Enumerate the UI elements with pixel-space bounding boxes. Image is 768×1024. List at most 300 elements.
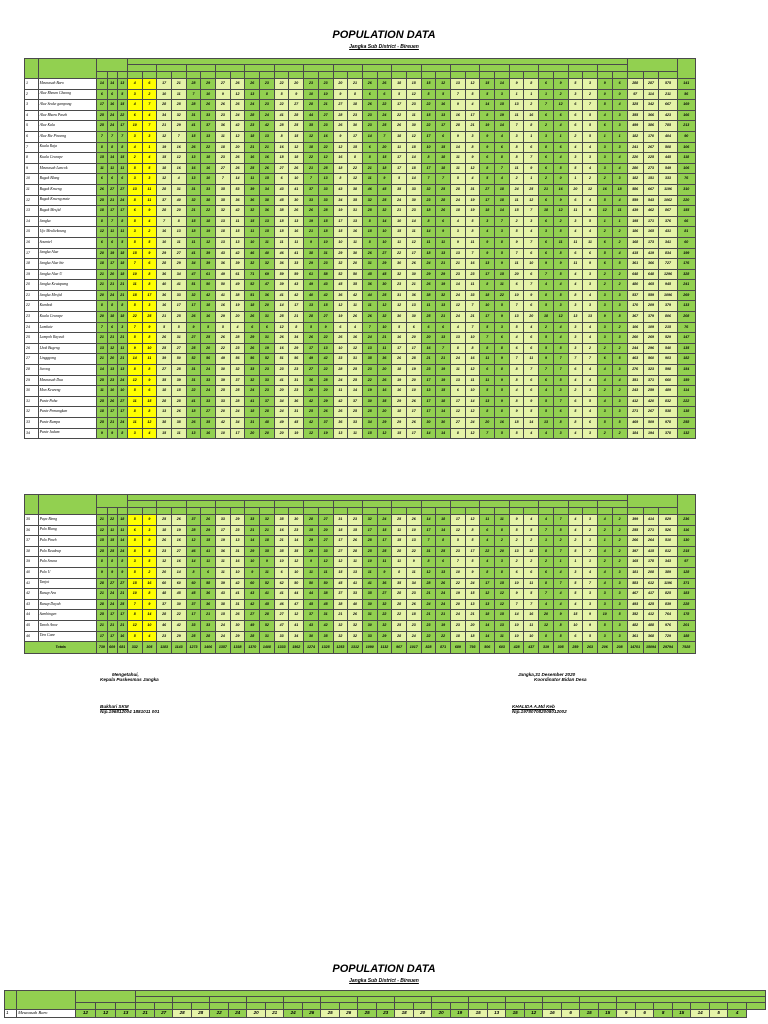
age-value: 16: [465, 259, 480, 270]
age-value: 15: [348, 525, 363, 536]
sex-label-f: [524, 508, 539, 515]
sasaran-value: 24: [107, 110, 117, 121]
total-value: 244: [627, 343, 643, 354]
age-value: 14: [377, 216, 392, 227]
age-value: 50: [289, 578, 304, 589]
row-number: 7: [25, 142, 39, 153]
age-value: 23: [362, 110, 377, 121]
age-value: 4: [553, 333, 568, 344]
age-value: 3: [583, 589, 598, 600]
total-value: 271: [643, 525, 659, 536]
sasaran-value: 739: [97, 642, 107, 654]
sasaran-col-label: [75, 1003, 95, 1010]
age-value: 15: [506, 1010, 525, 1018]
age-value: 2: [612, 515, 627, 526]
sasaran-value: 13: [107, 365, 117, 376]
sasaran-value: 27: [107, 184, 117, 195]
age-value: 23: [245, 121, 260, 132]
age-value: 28: [186, 100, 201, 111]
age-value: 12: [348, 343, 363, 354]
family-value: 228: [677, 599, 695, 610]
age-value: 24: [465, 578, 480, 589]
age-value: 4: [583, 142, 598, 153]
age-value: 37: [230, 375, 245, 386]
age-value: 20: [260, 428, 275, 439]
age-value: 41: [201, 546, 216, 557]
sasaran-value: 22: [117, 110, 127, 121]
age-value: 30: [392, 259, 407, 270]
total-value: 341: [659, 237, 677, 248]
age-value: 1: [539, 536, 554, 547]
age-value: 28: [451, 121, 466, 132]
age-value: 3: [612, 174, 627, 185]
age-value: 25: [157, 515, 172, 526]
village-name: Lamkaie: [38, 322, 97, 333]
age-value: 25: [348, 375, 363, 386]
age-value: 5: [568, 546, 583, 557]
age-value: 7: [583, 546, 598, 557]
age-group-label: [539, 65, 568, 72]
age-value: 51: [245, 290, 260, 301]
age-value: 26: [348, 536, 363, 547]
age-value: 29: [392, 418, 407, 429]
age-value: 7: [451, 557, 466, 568]
age-value: 7: [524, 206, 539, 217]
age-value: 43: [333, 184, 348, 195]
age-value: 35: [216, 195, 231, 206]
age-value: 2: [539, 557, 554, 568]
table-row: [25, 375, 696, 386]
age-value: 7: [127, 259, 142, 270]
row-number: 42: [25, 589, 39, 600]
age-value: 26: [436, 206, 451, 217]
age-value: 2: [142, 89, 157, 100]
total-value: 549: [659, 163, 677, 174]
age-value: 16: [553, 184, 568, 195]
age-value: 5: [524, 589, 539, 600]
age-value: 22: [210, 1010, 229, 1018]
total-value: 186: [627, 227, 643, 238]
age-value: 11: [171, 237, 186, 248]
age-value: 28: [333, 110, 348, 121]
sasaran-value: 25: [97, 110, 107, 121]
age-value: 9: [289, 89, 304, 100]
age-value: 10: [568, 620, 583, 631]
sasaran-col-label: [116, 1003, 136, 1010]
age-value: 18: [480, 290, 495, 301]
table-row: [25, 546, 696, 557]
age-value: 20: [247, 1010, 266, 1018]
age-value: 11: [406, 227, 421, 238]
sasaran-col-label: [97, 72, 107, 79]
sex-label-f: [171, 508, 186, 515]
age-value: 3: [127, 428, 142, 439]
age-value: 27: [318, 110, 333, 121]
age-value: 40: [157, 280, 172, 291]
table-row: [25, 100, 696, 111]
age-value: 13: [186, 174, 201, 185]
age-value: 23: [406, 620, 421, 631]
age-value: 28: [157, 184, 172, 195]
age-value: 6: [480, 153, 495, 164]
age-value: 30: [348, 121, 363, 132]
age-value: 4: [553, 280, 568, 291]
sasaran-value: 6: [107, 89, 117, 100]
age-value: 5: [553, 375, 568, 386]
age-value: 17: [186, 301, 201, 312]
age-value: 14: [451, 142, 466, 153]
row-number: 34: [25, 428, 39, 439]
age-value: 26: [406, 599, 421, 610]
age-value: 8: [451, 343, 466, 354]
age-value: 33: [274, 631, 289, 642]
age-value: 12: [348, 174, 363, 185]
age-value: 36: [333, 290, 348, 301]
age-value: 45: [304, 599, 319, 610]
age-value: 9: [509, 237, 524, 248]
age-value: 26: [362, 100, 377, 111]
age-value: 16: [171, 163, 186, 174]
age-value: 3: [597, 599, 612, 610]
age-value: 10: [509, 290, 524, 301]
age-value: 5: [127, 567, 142, 578]
sasaran-value: 21: [97, 280, 107, 291]
sasaran-value: 21: [117, 620, 127, 631]
sasaran-value: 8: [107, 142, 117, 153]
age-value: 3: [583, 599, 598, 610]
total-value: 499: [627, 121, 643, 132]
age-value: 8: [495, 525, 510, 536]
age-value: 28: [191, 1010, 210, 1018]
age-value: 12: [274, 322, 289, 333]
age-value: 21: [465, 312, 480, 323]
age-value: 1357: [216, 642, 231, 654]
row-number: 29: [25, 375, 39, 386]
age-value: 23: [260, 365, 275, 376]
age-value: 15: [127, 248, 142, 259]
age-value: 26: [318, 407, 333, 418]
age-value: 37: [318, 418, 333, 429]
age-value: 17: [406, 428, 421, 439]
age-value: 20: [509, 269, 524, 280]
total-value: 184: [627, 428, 643, 439]
age-value: 9: [583, 206, 598, 217]
age-value: 5: [127, 631, 142, 642]
age-value: 36: [362, 280, 377, 291]
age-value: 48: [260, 418, 275, 429]
sex-label-f: [406, 72, 421, 79]
table-row: [25, 248, 696, 259]
sex-label-m: [333, 72, 348, 79]
age-value: 1017: [406, 642, 421, 654]
age-value: 11: [524, 620, 539, 631]
age-value: 22: [392, 248, 407, 259]
age-group-label: [333, 501, 362, 508]
family-value: 114: [677, 386, 695, 397]
age-value: 36: [245, 195, 260, 206]
age-value: 20: [539, 610, 554, 621]
age-value: 21: [348, 79, 363, 90]
age-value: 2: [612, 536, 627, 547]
age-value: 25: [201, 333, 216, 344]
age-value: 25: [377, 195, 392, 206]
age-value: 5: [127, 237, 142, 248]
total-value: 276: [627, 365, 643, 376]
age-group-label: [216, 501, 245, 508]
age-group-label: [274, 65, 303, 72]
age-value: 37: [260, 396, 275, 407]
age-value: 2: [597, 269, 612, 280]
age-value: 17: [392, 153, 407, 164]
age-value: 11: [480, 354, 495, 365]
age-value: 15: [392, 536, 407, 547]
age-value: 17: [421, 163, 436, 174]
age-value: 19: [436, 365, 451, 376]
age-value: 20: [432, 1010, 451, 1018]
age-value: 15: [495, 269, 510, 280]
age-value: 3: [612, 290, 627, 301]
age-value: 28: [392, 631, 407, 642]
age-value: 15: [186, 216, 201, 227]
sex-label-f: [746, 1003, 765, 1010]
age-value: 4: [583, 290, 598, 301]
total-value: 415: [643, 546, 659, 557]
age-value: 14: [436, 407, 451, 418]
age-value: 30: [406, 195, 421, 206]
age-value: 29: [157, 248, 172, 259]
age-value: 21: [318, 100, 333, 111]
age-value: 50: [171, 354, 186, 365]
age-value: 19: [406, 365, 421, 376]
age-value: 11: [362, 301, 377, 312]
sex-label-m: [245, 72, 260, 79]
age-value: 33: [348, 418, 363, 429]
sex-label-m: [539, 72, 554, 79]
age-value: 27: [216, 163, 231, 174]
total-col-label: [659, 508, 677, 515]
age-value: 29: [171, 631, 186, 642]
age-value: 1: [142, 142, 157, 153]
age-value: 6: [612, 79, 627, 90]
age-value: 2: [597, 280, 612, 291]
sex-label-f: [436, 72, 451, 79]
age-value: 33: [201, 110, 216, 121]
age-value: 23: [451, 620, 466, 631]
sasaran-value: 16: [117, 631, 127, 642]
age-value: 8: [495, 153, 510, 164]
age-value: 12: [392, 301, 407, 312]
age-value: 27: [333, 546, 348, 557]
age-value: 18: [216, 142, 231, 153]
age-value: 17: [480, 578, 495, 589]
age-value: 32: [436, 290, 451, 301]
age-value: 6: [451, 386, 466, 397]
age-value: 2: [612, 386, 627, 397]
age-value: 9: [333, 89, 348, 100]
age-value: 28: [201, 631, 216, 642]
age-value: 18: [171, 386, 186, 397]
age-value: 21: [436, 610, 451, 621]
age-value: 21: [260, 142, 275, 153]
age-value: 9: [509, 515, 524, 526]
row-number: 18: [25, 259, 39, 270]
age-value: 46: [362, 184, 377, 195]
total-value: 667: [643, 184, 659, 195]
age-value: 2: [612, 237, 627, 248]
age-value: 4: [597, 375, 612, 386]
age-value: 17: [480, 195, 495, 206]
total-value: 480: [627, 280, 643, 291]
age-value: 3: [597, 290, 612, 301]
age-value: 30: [216, 365, 231, 376]
age-value: 19: [362, 386, 377, 397]
sasaran-col-label: [117, 72, 127, 79]
table-row: [25, 227, 696, 238]
age-value: 31: [260, 631, 275, 642]
age-value: 22: [274, 100, 289, 111]
age-value: 6: [201, 567, 216, 578]
age-value: 4: [583, 567, 598, 578]
age-value: 37: [157, 195, 172, 206]
village-name: Lhok Bugeng: [38, 343, 97, 354]
age-value: 17: [157, 79, 172, 90]
age-value: 5: [583, 631, 598, 642]
age-value: 32: [186, 195, 201, 206]
age-value: 3: [568, 301, 583, 312]
table-row: [25, 407, 696, 418]
age-value: 10: [127, 589, 142, 600]
age-value: 13: [487, 1010, 506, 1018]
age-value: 21: [245, 525, 260, 536]
age-value: 10: [377, 322, 392, 333]
sex-label-m: [480, 508, 495, 515]
age-value: 28: [260, 610, 275, 621]
age-value: 8: [495, 407, 510, 418]
age-value: 4: [509, 333, 524, 344]
age-value: 15: [568, 610, 583, 621]
age-value: 46: [157, 620, 172, 631]
total-value: 976: [659, 620, 677, 631]
age-value: 4: [583, 163, 598, 174]
sasaran-value: 9: [117, 567, 127, 578]
age-value: 26: [201, 100, 216, 111]
age-value: 18: [157, 163, 172, 174]
total-value: 243: [627, 386, 643, 397]
age-value: 12: [230, 89, 245, 100]
sasaran-value: 24: [107, 290, 117, 301]
age-value: 11: [406, 110, 421, 121]
age-value: 3: [612, 396, 627, 407]
age-value: 69: [260, 269, 275, 280]
age-value: 28: [421, 578, 436, 589]
age-value: 10: [465, 333, 480, 344]
row-number: 14: [25, 216, 39, 227]
age-value: 27: [318, 536, 333, 547]
age-value: 12: [451, 407, 466, 418]
age-value: 5: [495, 248, 510, 259]
village-name: Samhingen: [38, 610, 97, 621]
age-value: 22: [127, 312, 142, 323]
age-group-label: [451, 65, 480, 72]
age-value: 28: [392, 546, 407, 557]
age-group-label: [245, 501, 274, 508]
village-name: Jangka Keutapang: [38, 280, 97, 291]
age-value: 8: [480, 343, 495, 354]
age-value: 12: [480, 589, 495, 600]
sasaran-value: 18: [97, 407, 107, 418]
age-value: 14: [480, 631, 495, 642]
age-value: 29: [171, 121, 186, 132]
age-value: 2: [539, 121, 554, 132]
col-desa-header: [17, 991, 76, 1010]
sex-label-f: [406, 508, 421, 515]
age-value: 21: [465, 121, 480, 132]
age-value: 332: [127, 642, 142, 654]
age-value: 4: [583, 195, 598, 206]
age-value: 14: [495, 121, 510, 132]
sex-label-f: [583, 508, 598, 515]
age-value: 4: [171, 174, 186, 185]
age-value: 26: [406, 515, 421, 526]
age-value: 5: [583, 216, 598, 227]
age-value: 2: [612, 557, 627, 568]
total-value: 508: [659, 142, 677, 153]
signature-right: [512, 672, 587, 714]
age-value: 37: [157, 599, 172, 610]
age-value: 19: [465, 206, 480, 217]
total-value: 431: [659, 227, 677, 238]
table-row: [25, 174, 696, 185]
sex-label-m: [395, 1003, 414, 1010]
age-value: 12: [333, 142, 348, 153]
age-value: 35: [392, 184, 407, 195]
age-value: 24: [333, 375, 348, 386]
age-value: 15: [142, 396, 157, 407]
age-value: 18: [186, 227, 201, 238]
age-value: 5: [568, 407, 583, 418]
age-value: 10: [480, 301, 495, 312]
age-value: 3: [583, 269, 598, 280]
age-value: 8: [421, 216, 436, 227]
age-value: 6: [561, 1010, 580, 1018]
row-number: 39: [25, 557, 39, 568]
age-value: 4: [612, 375, 627, 386]
age-value: 14: [274, 301, 289, 312]
age-value: 42: [318, 620, 333, 631]
age-value: 3: [568, 89, 583, 100]
age-value: 4: [568, 280, 583, 291]
age-value: 49: [216, 269, 231, 280]
sasaran-col-label: [107, 508, 117, 515]
age-value: 13: [406, 301, 421, 312]
age-value: 2: [553, 536, 568, 547]
age-value: 32: [333, 631, 348, 642]
age-value: 13: [436, 301, 451, 312]
age-group-label: [568, 65, 597, 72]
age-value: 5: [127, 216, 142, 227]
age-value: 5: [480, 386, 495, 397]
age-value: 13: [260, 131, 275, 142]
age-value: 2: [509, 216, 524, 227]
age-value: 33: [201, 396, 216, 407]
family-value: 138: [677, 407, 695, 418]
age-value: 17: [333, 216, 348, 227]
sasaran-value: 6: [107, 174, 117, 185]
age-value: 11: [171, 89, 186, 100]
age-value: 14: [691, 1010, 710, 1018]
age-value: 14: [421, 515, 436, 526]
sasaran-value: 27: [117, 396, 127, 407]
